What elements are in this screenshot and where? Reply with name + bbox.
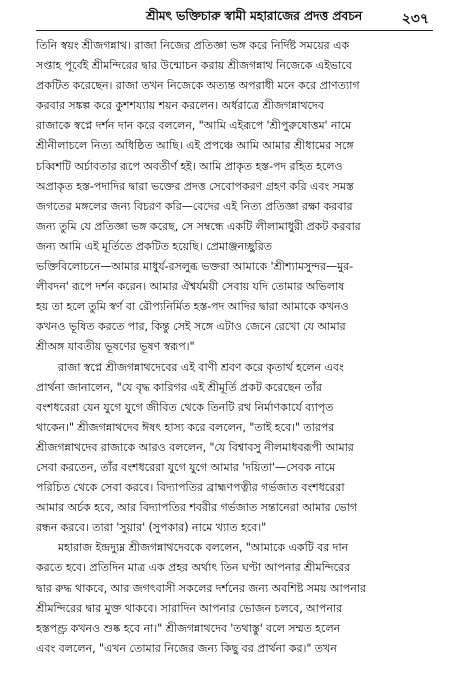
text-line: অপ্রাকৃত হস্ত-পদাদির দ্বারা ভক্তের প্রদত্ত সেবোপকরণ গ্রহণ করি এবং সমস্ত xyxy=(36,179,354,193)
text-line: হয় তা হলে তুমি স্বর্ণ বা রৌপ্যনির্মিত হস্ত-পদ আদির দ্বারা আমাকে কখনও xyxy=(36,300,349,314)
text-line: থাকেন।" শ্রীজগন্নাথদেব ঈষৎ হাস্য করে বললেন, "তাই হবে।" তারপর xyxy=(36,420,335,434)
text-line: রাজাকে স্বপ্নে দর্শন দান করে বললেন, "আমি এইরূপে 'শ্রীপুরুষোত্তম' নামে xyxy=(36,119,352,133)
running-title: শ্রীমৎ ভক্তিচারু স্বামী মহারাজের প্রদত্ত প্রবচন xyxy=(146,8,362,23)
text-line: এবং বললেন, "এখন তোমার নিজের জন্য কিছু বর প্রার্থনা কর।" তখন xyxy=(36,641,337,655)
text-line: শ্রীমন্দিরের দ্বার মুক্ত থাকবে। সারাদিন আপনার ভোজন চলবে, আপনার xyxy=(36,601,343,615)
text-line: কখনও ভূষিত করতে পার, কিন্তু সেই সঙ্গে এটাও জেনে রেখো যে আমার xyxy=(36,320,346,334)
text-line: আমার অর্চক হবে, আর বিদ্যাপতির শবরীর গর্ভজাত সন্তানেরা আমার ভোগ xyxy=(36,501,358,515)
text-line: সেবা করতেন, তাঁর বংশধরেরা যুগে যুগে আমার 'দয়িতা'—সেবক নামে xyxy=(36,460,336,474)
paragraph xyxy=(36,538,433,659)
text-line: পরিচিত থেকে সেবা করবে। বিদ্যাপতির ব্রাহ্মণপত্নীর গর্ভজাত বংশধরেরা xyxy=(36,481,345,495)
text-line: রাজা স্বপ্নে শ্রীজগন্নাথদেবের এই বাণী শ্রবণ করে কৃতার্থ হলেন এবং xyxy=(58,360,344,374)
page-body xyxy=(36,36,433,659)
text-line: প্রার্থনা জানালেন, "যে বৃদ্ধ কারিগর এই শ্রীমূর্তি প্রকট করেছেন তাঁর xyxy=(36,380,322,394)
text-line: মহারাজ ইন্দ্রদ্যুম্ন শ্রীজগন্নাথদেবকে বললেন, "আমাকে একটি বর দান xyxy=(58,541,349,555)
header-rule xyxy=(36,30,433,31)
text-line: তিনি স্বয়ং শ্রীজগন্নাথ। রাজা নিজের প্রতিজ্ঞা ভঙ্গ করে নির্দিষ্ট সময়ের এক xyxy=(36,39,350,52)
text-line: লীবদন' রূপে দর্শন করেন। আমার ঐশ্বর্যময়ী সেবায় যদি তোমার অভিলাষ xyxy=(36,280,345,294)
text-line: বংশধরেরা যেন যুগে যুগে জীবিত থেকে তিনটি রথ নির্মাণকার্যে ব্যাপৃত xyxy=(36,400,334,414)
text-line: দ্বার রুদ্ধ থাকবে, আর জগৎবাসী সকলের দর্শনের জন্য অবশিষ্ট সময় আপনার xyxy=(36,581,366,595)
text-line: সপ্তাহ পূর্বেই শ্রীমন্দিরের দ্বার উন্মোচন করায় শ্রীজগন্নাথ নিজেকে এইভাবে xyxy=(36,59,352,73)
text-line: শ্রীঅঙ্গ যাবতীয় ভূষণের ভূষণ স্বরূপ।" xyxy=(36,340,195,354)
text-line: হস্তপণ্ড্র কখনও শুষ্ক হবে না।" শ্রীজগন্নাথদেব 'তথাস্তু' বলে সম্মত হলেন xyxy=(36,621,341,635)
text-line: করতে হবে। প্রতিদিন মাত্র এক প্রহর অর্থাৎ তিন ঘণ্টা আপনার শ্রীমন্দিরের xyxy=(36,561,351,575)
text-line: প্রকটিত করেছেন। রাজা তখন নিজেকে অত্যন্ত অপরাধী মনে করে প্রাণত্যাগ xyxy=(36,79,360,93)
text-line: শ্রীজগন্নাথদেব রাজাকে আরও বললেন, "যে বিশ্বাবসু নীলমাধবরূপী আমার xyxy=(36,440,354,454)
text-line: চব্বিশটি অর্চাবতার রূপে অবতীর্ণ হই। আমি প্রাকৃত হস্ত-পদ রহিত হলেও xyxy=(36,159,343,173)
text-line: রন্ধন করবে। তারা 'সুয়ার' (সুপকার) নামে খ্যাত হবে।" xyxy=(36,521,267,535)
text-line: শ্রীনীলাচলে নিত্য অধিষ্ঠিত আছি। এই প্রপঞ্চে আমি আমার শ্রীধামের সঙ্গে xyxy=(36,139,354,153)
page-number: ২৩৭ xyxy=(401,11,429,27)
paragraph xyxy=(36,358,433,539)
text-line: জন্য আমি এই মূর্তিতে প্রকটিত হয়েছি। প্রেমাঞ্জনচ্ছুরিত xyxy=(36,239,272,253)
page-header xyxy=(36,0,433,32)
text-line: করবার সঙ্কল্প করে কুশশয্যায় শয়ন করলেন। অর্ধরাত্রে শ্রীজগন্নাথদেব xyxy=(36,99,324,113)
text-line: জন্য তুমি যে প্রতিজ্ঞা ভঙ্গ করেছ, সে সম্বন্ধে একটি লীলামাধুরী প্রকট করবার xyxy=(36,219,361,233)
text-line: জগতের মঙ্গলের জন্য বিচরণ করি—বেদের এই নিত্য প্রতিজ্ঞা রক্ষা করবার xyxy=(36,199,353,213)
paragraph xyxy=(36,36,433,358)
text-line: ভক্তিবিলোচনে—আমার মাধুর্য-রসলুব্ধ ভক্তরা আমাকে 'শ্রীশ্যামসুন্দর—মুর- xyxy=(36,260,354,274)
